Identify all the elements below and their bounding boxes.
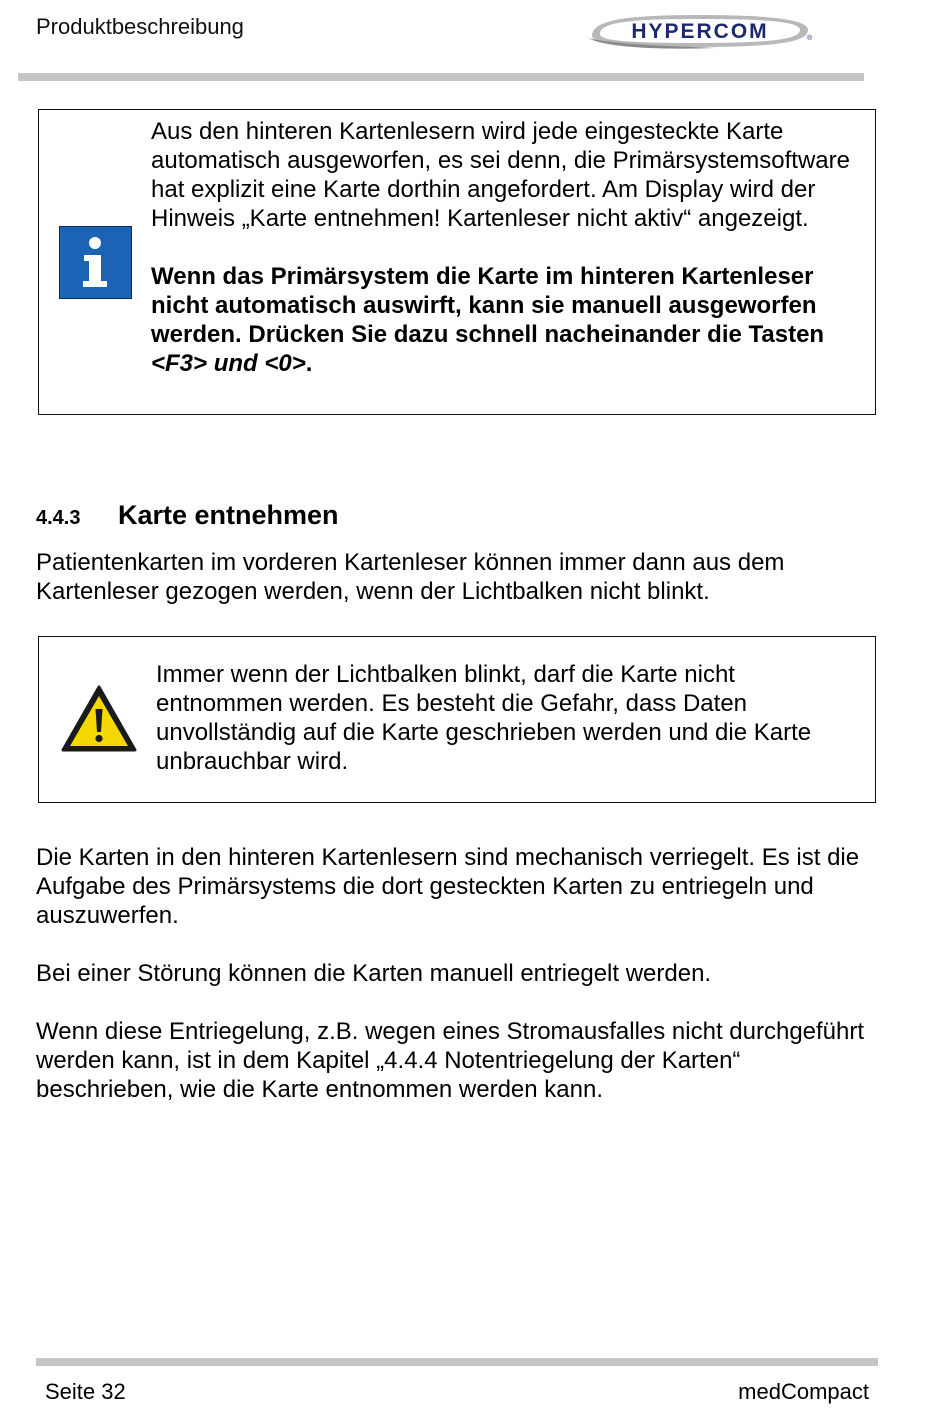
section-title: Karte entnehmen	[118, 500, 339, 530]
info-note-paragraph: Aus den hinteren Kartenlesern wird jede eingesteckte Karte automatisch ausgeworfen, es sei denn, die Primärsystemsoftware hat explizit eine Karte dorthin angefordert. Am Display wird der Hinweis „Karte entnehmen! Kartenleser nicht aktiv“ angezeigt.	[151, 118, 850, 232]
section-number: 4.4.3	[36, 507, 81, 529]
info-note-bold-text: Wenn das Primärsystem die Karte im hinteren Kartenleser nicht automatisch auswirft, kann sie manuell ausgeworfen werden. Drücken Sie dazu schnell nacheinander die Tasten	[151, 263, 825, 348]
info-note-bold-paragraph	[151, 262, 871, 378]
logo-text: HYPERCOM	[631, 20, 769, 43]
body-paragraph-2: Bei einer Störung können die Karten manuell entriegelt werden.	[36, 960, 712, 987]
body-paragraph-1: Die Karten in den hinteren Kartenlesern sind mechanisch verriegelt. Es ist die Aufgabe des Primärsystems die dort gesteckten Karten zu entriegeln und auszuwerfen.	[36, 844, 860, 929]
page-number: Seite 32	[45, 1379, 126, 1404]
info-note-bold-end: .	[305, 350, 313, 377]
svg-text:®: ®	[807, 35, 813, 42]
header-title: Produktbeschreibung	[36, 14, 244, 39]
product-name: medCompact	[738, 1379, 869, 1404]
info-icon	[59, 226, 132, 299]
info-note-box	[38, 109, 876, 415]
section-heading	[36, 500, 339, 531]
body-paragraph-3: Wenn diese Entriegelung, z.B. wegen eines Stromausfalles nicht durchgeführt werden kann, ist in dem Kapitel „4.4.4 Notentriegelung der Karten“ beschrieben, wie die Karte entnommen werden kann.	[36, 1018, 865, 1103]
info-note-text	[151, 117, 871, 378]
key-combination: <F3> und <0>	[151, 350, 306, 377]
footer-rule	[36, 1358, 878, 1366]
warning-icon	[61, 685, 137, 753]
warning-note-box	[38, 636, 876, 803]
hypercom-logo	[586, 12, 814, 50]
warning-note-text: Immer wenn der Lichtbalken blinkt, darf die Karte nicht entnommen werden. Es besteht die Gefahr, dass Daten unvollständig auf die Karte geschrieben werden und die Karte unbrauchbar wird.	[156, 661, 812, 775]
intro-paragraph: Patientenkarten im vorderen Kartenleser können immer dann aus dem Kartenleser gezogen werden, wenn der Lichtbalken nicht blinkt.	[36, 549, 785, 605]
header-rule	[18, 73, 864, 81]
